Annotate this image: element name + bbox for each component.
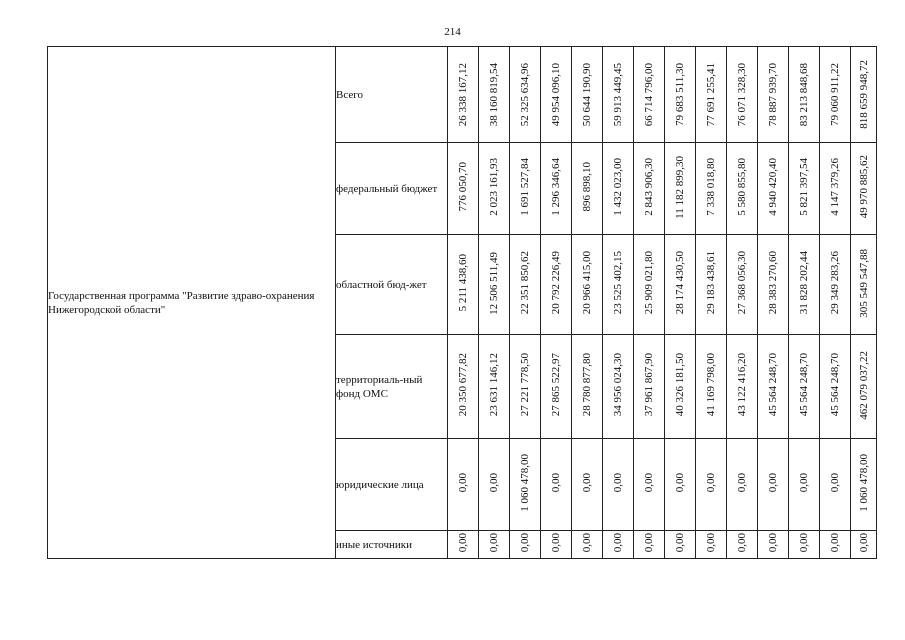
value-text: 0,00 xyxy=(736,473,748,493)
value-cell xyxy=(448,439,479,531)
value-text: 27 368 056,30 xyxy=(736,251,748,315)
value-text: 2 023 161,93 xyxy=(488,158,500,216)
value-cell xyxy=(696,335,727,439)
value-text: 1 296 346,64 xyxy=(550,158,562,216)
value-text: 29 349 283,26 xyxy=(829,251,841,315)
value-cell xyxy=(758,235,789,335)
value-cell xyxy=(820,47,851,143)
value-cell xyxy=(510,235,541,335)
value-text: 26 338 167,12 xyxy=(457,62,469,127)
value-text: 77 691 255,41 xyxy=(705,62,717,127)
value-text: 28 780 877,80 xyxy=(581,353,593,417)
value-cell xyxy=(665,439,696,531)
value-cell xyxy=(541,439,572,531)
value-cell xyxy=(448,47,479,143)
value-text: 0,00 xyxy=(488,533,500,553)
value-text: 22 351 850,62 xyxy=(519,251,531,315)
value-text: 0,00 xyxy=(488,473,500,493)
value-text: 38 160 819,54 xyxy=(488,62,500,127)
value-cell xyxy=(665,531,696,559)
value-text: 5 580 855,80 xyxy=(736,158,748,216)
value-text: 50 644 190,90 xyxy=(581,62,593,127)
value-text: 34 956 024,30 xyxy=(612,353,624,417)
value-cell xyxy=(758,335,789,439)
value-cell xyxy=(603,335,634,439)
value-cell xyxy=(758,531,789,559)
value-cell xyxy=(479,235,510,335)
value-text: 0,00 xyxy=(705,473,717,493)
value-text: 28 383 270,60 xyxy=(767,251,779,315)
value-cell xyxy=(541,531,572,559)
value-cell xyxy=(572,143,603,235)
value-text: 0,00 xyxy=(705,533,717,553)
value-text: 79 683 511,30 xyxy=(674,63,686,126)
value-cell xyxy=(696,439,727,531)
value-text: 0,00 xyxy=(457,533,469,553)
value-text: 0,00 xyxy=(643,533,655,553)
value-text: 0,00 xyxy=(457,473,469,493)
value-cell xyxy=(820,143,851,235)
table-row xyxy=(48,47,877,143)
value-cell xyxy=(634,335,665,439)
value-text: 0,00 xyxy=(798,533,810,553)
value-text: 76 071 328,30 xyxy=(736,62,748,127)
value-text: 37 961 867,90 xyxy=(643,353,655,417)
value-cell xyxy=(789,235,820,335)
value-cell xyxy=(448,235,479,335)
value-text: 4 147 379,26 xyxy=(829,158,841,216)
value-text: 59 913 449,45 xyxy=(612,62,624,127)
value-cell xyxy=(851,235,877,335)
value-text: 5 821 397,54 xyxy=(798,158,810,216)
value-text: 40 326 181,50 xyxy=(674,353,686,417)
value-text: 0,00 xyxy=(550,473,562,493)
value-text: 45 564 248,70 xyxy=(798,353,810,417)
value-cell xyxy=(696,143,727,235)
value-cell xyxy=(665,235,696,335)
value-cell xyxy=(541,235,572,335)
funding-source-label: территориаль-ный фонд ОМС xyxy=(336,335,448,439)
value-text: 43 122 416,20 xyxy=(736,353,748,417)
value-cell xyxy=(572,439,603,531)
value-text: 31 828 202,44 xyxy=(798,251,810,315)
value-cell xyxy=(727,335,758,439)
value-text: 776 050,70 xyxy=(457,162,469,212)
value-cell xyxy=(479,531,510,559)
value-cell xyxy=(541,143,572,235)
value-cell xyxy=(634,439,665,531)
value-text: 27 221 778,50 xyxy=(519,353,531,417)
value-text: 2 843 906,30 xyxy=(643,158,655,216)
value-cell xyxy=(634,235,665,335)
value-cell xyxy=(665,47,696,143)
value-cell xyxy=(510,531,541,559)
value-text: 66 714 796,00 xyxy=(643,62,655,127)
value-cell xyxy=(851,335,877,439)
value-cell xyxy=(541,335,572,439)
value-cell xyxy=(727,47,758,143)
value-cell xyxy=(758,143,789,235)
value-text: 0,00 xyxy=(550,533,562,553)
value-text: 83 213 848,68 xyxy=(798,62,810,127)
value-cell xyxy=(479,47,510,143)
value-text: 0,00 xyxy=(829,473,841,493)
value-text: 0,00 xyxy=(674,533,686,553)
value-cell xyxy=(820,335,851,439)
value-cell xyxy=(510,335,541,439)
value-cell xyxy=(758,439,789,531)
value-text: 1 432 023,00 xyxy=(612,158,624,216)
value-text: 0,00 xyxy=(643,473,655,493)
value-text: 11 182 899,30 xyxy=(674,155,686,219)
value-text: 1 060 478,00 xyxy=(519,454,531,512)
funding-source-label: федеральный бюджет xyxy=(336,143,448,235)
value-cell xyxy=(727,439,758,531)
value-text: 0,00 xyxy=(581,473,593,493)
value-text: 79 060 911,22 xyxy=(829,63,841,126)
value-cell xyxy=(479,335,510,439)
program-name: Государственная программа "Развитие здраво-охранения Нижегородской области" xyxy=(48,47,336,559)
value-text: 45 564 248,70 xyxy=(829,353,841,417)
value-text: 1 060 478,00 xyxy=(857,454,870,512)
value-text: 7 338 018,80 xyxy=(705,158,717,216)
value-cell xyxy=(851,143,877,235)
value-text: 49 954 096,10 xyxy=(550,62,562,127)
funding-source-label: Всего xyxy=(336,47,448,143)
value-text: 78 887 939,70 xyxy=(767,62,779,127)
value-cell xyxy=(820,531,851,559)
value-text: 49 970 885,62 xyxy=(857,155,870,219)
value-text: 0,00 xyxy=(829,533,841,553)
value-cell xyxy=(479,143,510,235)
value-text: 23 631 146,12 xyxy=(488,353,500,417)
value-text: 5 211 438,60 xyxy=(457,254,469,312)
value-text: 45 564 248,70 xyxy=(767,353,779,417)
value-text: 12 506 511,49 xyxy=(488,251,500,315)
value-cell xyxy=(603,235,634,335)
funding-source-label: областной бюд-жет xyxy=(336,235,448,335)
value-text: 4 940 420,40 xyxy=(767,158,779,216)
value-cell xyxy=(603,439,634,531)
value-cell xyxy=(696,47,727,143)
value-cell xyxy=(448,143,479,235)
value-cell xyxy=(572,335,603,439)
value-cell xyxy=(727,143,758,235)
value-cell xyxy=(820,439,851,531)
value-cell xyxy=(820,235,851,335)
value-cell xyxy=(789,439,820,531)
value-cell xyxy=(789,335,820,439)
value-text: 0,00 xyxy=(798,473,810,493)
value-cell xyxy=(603,531,634,559)
value-text: 0,00 xyxy=(581,533,593,553)
value-text: 0,00 xyxy=(612,473,624,493)
value-cell xyxy=(510,439,541,531)
page-number: 214 xyxy=(444,26,461,38)
value-text: 462 079 037,22 xyxy=(857,350,870,420)
value-text: 818 659 948,72 xyxy=(857,60,870,129)
value-text: 20 792 226,49 xyxy=(550,251,562,315)
value-cell xyxy=(572,531,603,559)
value-cell xyxy=(851,531,877,559)
value-cell xyxy=(479,439,510,531)
value-cell xyxy=(696,531,727,559)
value-text: 0,00 xyxy=(519,533,531,553)
value-text: 52 325 634,96 xyxy=(519,62,531,127)
value-cell xyxy=(572,235,603,335)
funding-table xyxy=(47,46,877,559)
funding-source-label: юридические лица xyxy=(336,439,448,531)
value-cell xyxy=(851,47,877,143)
value-text: 20 350 677,82 xyxy=(457,353,469,417)
value-text: 20 966 415,00 xyxy=(581,251,593,315)
value-text: 305 549 547,88 xyxy=(857,248,870,318)
value-text: 0,00 xyxy=(674,473,686,493)
value-cell xyxy=(851,439,877,531)
value-cell xyxy=(758,47,789,143)
value-cell xyxy=(634,531,665,559)
value-cell xyxy=(603,47,634,143)
value-text: 0,00 xyxy=(736,533,748,553)
value-cell xyxy=(634,47,665,143)
value-text: 0,00 xyxy=(612,533,624,553)
value-text: 0,00 xyxy=(767,473,779,493)
value-cell xyxy=(510,47,541,143)
value-cell xyxy=(603,143,634,235)
value-cell xyxy=(448,335,479,439)
value-cell xyxy=(789,143,820,235)
value-cell xyxy=(448,531,479,559)
value-text: 28 174 430,50 xyxy=(674,251,686,315)
value-cell xyxy=(572,47,603,143)
value-text: 27 865 522,97 xyxy=(550,353,562,417)
funding-source-label: иные источники xyxy=(336,531,448,559)
value-text: 896 898,10 xyxy=(581,162,593,212)
value-text: 25 909 021,80 xyxy=(643,251,655,315)
value-text: 0,00 xyxy=(857,533,870,553)
value-cell xyxy=(665,143,696,235)
value-cell xyxy=(510,143,541,235)
value-text: 1 691 527,84 xyxy=(519,158,531,216)
value-text: 23 525 402,15 xyxy=(612,251,624,315)
value-text: 29 183 438,61 xyxy=(705,251,717,315)
value-cell xyxy=(789,531,820,559)
value-cell xyxy=(727,531,758,559)
value-cell xyxy=(789,47,820,143)
value-cell xyxy=(696,235,727,335)
value-cell xyxy=(727,235,758,335)
value-text: 0,00 xyxy=(767,533,779,553)
value-text: 41 169 798,00 xyxy=(705,353,717,417)
value-cell xyxy=(665,335,696,439)
value-cell xyxy=(634,143,665,235)
value-cell xyxy=(541,47,572,143)
